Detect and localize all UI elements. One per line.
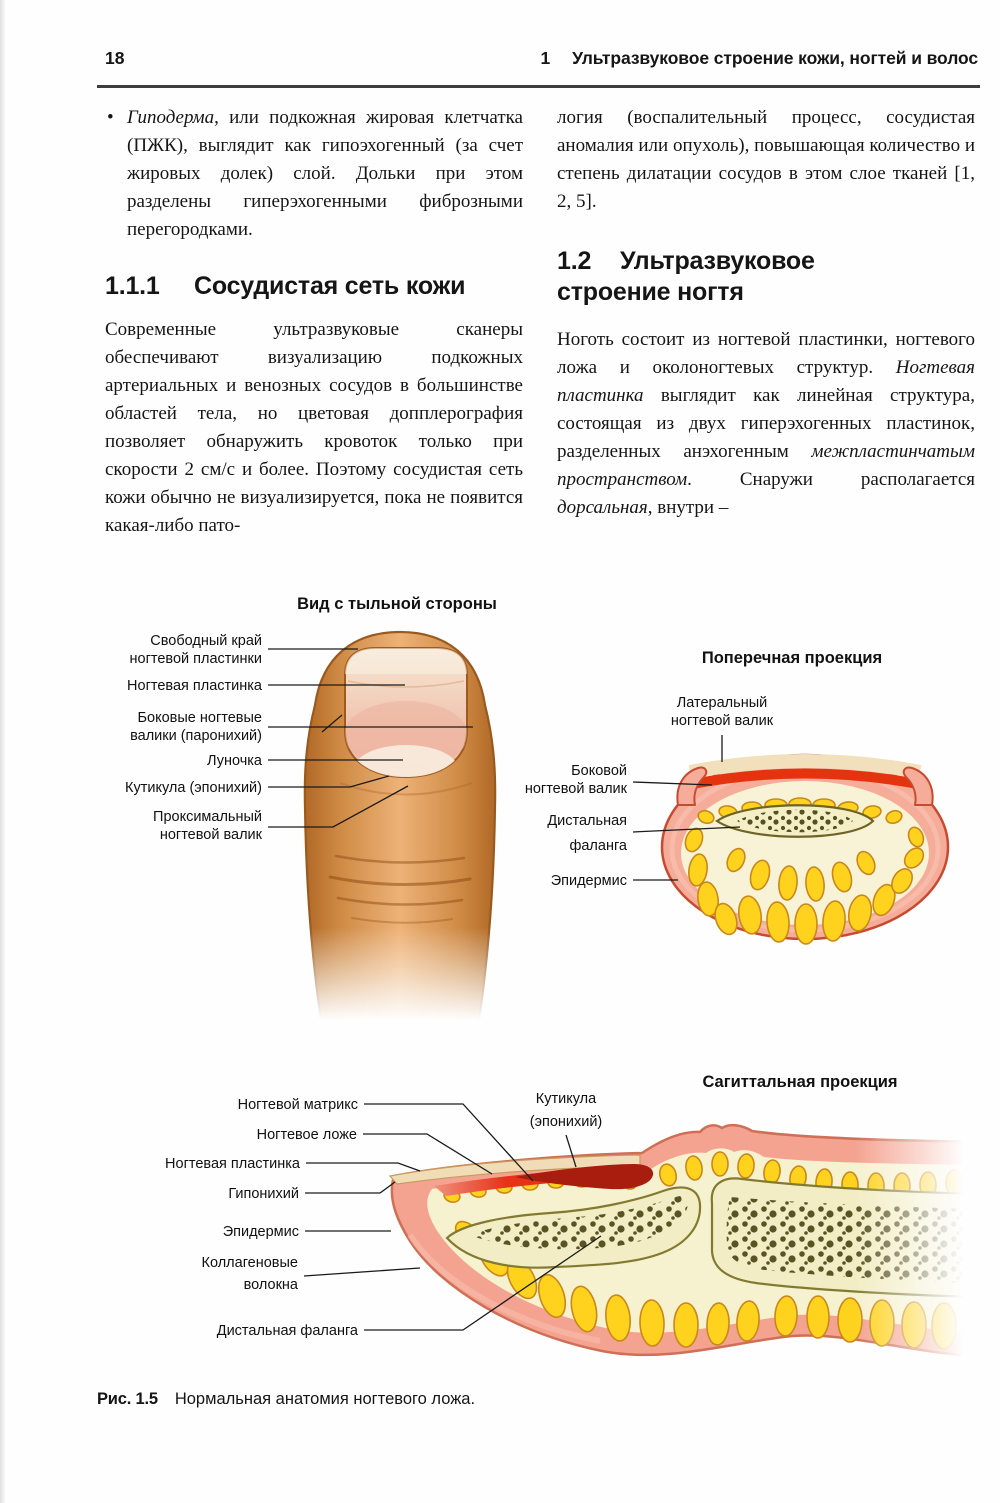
sagittal-right-fade [855, 1105, 1000, 1377]
bullet-marker: • [107, 107, 114, 128]
body-run: , внутри – [647, 497, 729, 518]
section-heading-1-1-1 [105, 271, 523, 302]
sagittal-view-diagram [165, 1073, 1000, 1377]
label-nail-matrix: Ногтевой матрикс [237, 1097, 358, 1113]
label-free-edge-2: ногтевой пластинки [129, 651, 262, 667]
label-free-edge: Свободный край [150, 633, 262, 649]
dorsal-title: Вид с тыльной стороны [297, 595, 497, 613]
section-heading-1-2 [557, 246, 975, 308]
label-lateral-nail-fold: Латеральный [676, 695, 768, 711]
body-run-italic: межпластинчатым пространством [557, 441, 975, 490]
label-collagen-fibers-2: волокна [243, 1277, 298, 1293]
leader-hyponychium [305, 1182, 395, 1193]
body-run-italic: дорсальная [557, 497, 648, 518]
label-epidermis: Эпидермис [222, 1224, 299, 1240]
label-proximal-fold: Проксимальный [153, 809, 262, 825]
label-hyponychium: Гипонихий [228, 1186, 299, 1202]
caption-label: Рис. 1.5 [97, 1390, 158, 1408]
section-number: 1.1.1 [105, 272, 160, 300]
label-side-nail-fold-2: ногтевой валик [524, 781, 627, 797]
body-run: Ноготь состоит из ногтевой пластинки, ногтевого ложа и околоногтевых структур. [557, 329, 975, 378]
label-lateral-folds-2: валики (паронихий) [130, 728, 262, 744]
continued-paragraph: логия (воспалительный процесс, сосудистая аномалия или опухоль), повышающая количество и степень дилатации сосудов в этом слое тканей [1, 2, 5]. [557, 107, 975, 212]
left-column [105, 104, 523, 540]
leader-collagen-fibers [304, 1268, 420, 1276]
label-collagen-fibers: Коллагеновые [201, 1255, 298, 1271]
section-title: Сосудистая сеть кожи [194, 272, 466, 300]
label-lunula: Луночка [207, 753, 262, 769]
label-lateral-nail-fold-2: ногтевой валик [670, 713, 774, 729]
section-1-1-1-body: Современные ультразвуковые сканеры обеспечивают визуализацию подкожных артериальных и венозных сосудов в большинстве областей тела, но цветовая допплерография позволяет обнаружить кровоток только при скорости 2 см/с и более. Поэтому сосудистая сеть кожи обычно не визуализируется, пока не появится какая-либо пато- [105, 319, 523, 536]
transverse-view-diagram [525, 649, 948, 944]
section-title-line1: Ультразвуковое [620, 247, 815, 275]
figure-1-5-anatomy-diagram [0, 575, 1000, 1387]
bullet-text: , или подкожная жировая клетчатка (ПЖК), выглядит как гипоэхогенный (за счет жировых долек) слой. Дольки при этом разделены гиперэхогенными фиброзными перегородками. [127, 107, 523, 240]
label-distal-phalanx-2: фаланга [569, 838, 627, 854]
caption-text: Нормальная анатомия ногтевого ложа. [174, 1390, 476, 1408]
chapter-title: Ультразвуковое строение кожи, ногтей и волос [572, 48, 978, 68]
body-run: выглядит как линейная структура, состоящая из двух гиперэхогенных пластинок, разделенных анэхогенным [557, 385, 975, 462]
label-nail-plate: Ногтевая пластинка [165, 1156, 300, 1172]
label-cuticle: Кутикула (эпонихий) [125, 780, 262, 796]
section-1-2-body [557, 326, 975, 522]
chapter-number: 1 [540, 48, 551, 68]
label-epidermis: Эпидермис [550, 873, 627, 889]
section-title-line2: строение ногтя [557, 278, 744, 306]
figure-caption [97, 1390, 475, 1409]
bullet-term: Гиподерма [127, 107, 215, 128]
label-cuticle: Кутикула [535, 1091, 597, 1107]
body-run-italic: Ногтевая пластинка [557, 357, 975, 406]
page-number: 18 [105, 48, 125, 68]
label-proximal-fold-2: ногтевой валик [159, 827, 262, 843]
bullet-paragraph [105, 104, 523, 244]
dorsal-view-diagram [125, 595, 526, 1037]
label-distal-phalanx: Дистальная [547, 813, 627, 829]
body-run: . Снаружи располагается [687, 469, 975, 490]
label-cuticle-2: (эпонихий) [529, 1114, 603, 1130]
right-column [557, 104, 975, 522]
label-nail-bed: Ногтевое ложе [256, 1127, 357, 1143]
section-number: 1.2 [557, 247, 592, 275]
header-rule [97, 85, 980, 88]
sagittal-title: Сагиттальная проекция [702, 1073, 898, 1091]
running-head [540, 48, 978, 69]
label-side-nail-fold: Боковой [571, 763, 627, 779]
label-nail-plate: Ногтевая пластинка [127, 678, 262, 694]
transverse-title: Поперечная проекция [701, 649, 883, 667]
leader-nail-plate [306, 1163, 420, 1171]
label-distal-phalanx: Дистальная фаланга [216, 1323, 358, 1339]
label-lateral-folds: Боковые ногтевые [137, 710, 262, 726]
finger-bottom-fade [276, 927, 526, 1037]
